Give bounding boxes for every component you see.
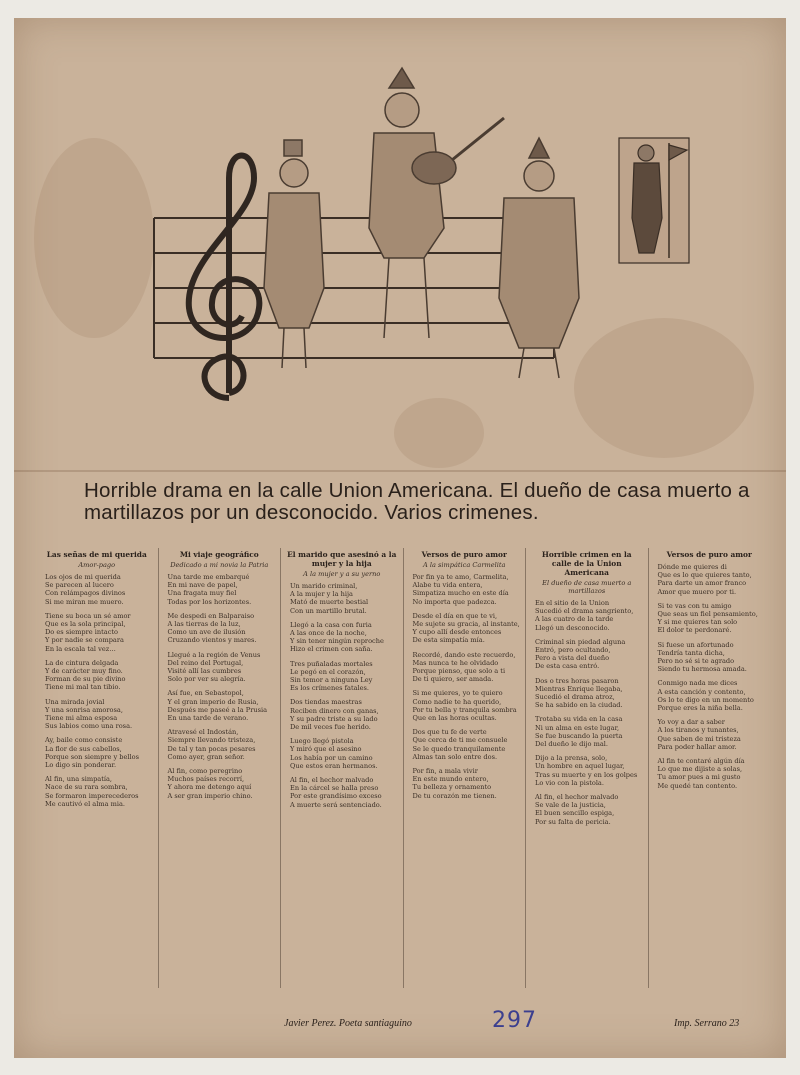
column-title: Versos de puro amor bbox=[666, 550, 752, 559]
verse-column bbox=[280, 548, 403, 988]
verse-stanza: Al fin te contaré algún día Lo que me dijiste a solas, Tu amor pues a mi gusto Me quedé tan contento. bbox=[657, 757, 745, 790]
verse-stanza: Dos tiendas maestras Reciben dinero con ganas, Y su padre triste a su lado De mil veces fue herido. bbox=[290, 698, 379, 732]
verse-stanza: Trotaba su vida en la casa Ni un alma en este lugar, Se fue buscando la puerta Del dueño le dijo mal. bbox=[535, 715, 623, 749]
verse-stanza: Yo voy a dar a saber A los tiranos y tunantes, Que saben de mi tristeza Para poder hallar amor. bbox=[657, 718, 741, 751]
handwritten-number: 297 bbox=[492, 1008, 537, 1033]
verse-column bbox=[648, 548, 771, 988]
verse-stanza: Al fin, el hechor malvado En la cárcel se halla preso Por este grandísimo exceso A muerte será sentenciado. bbox=[290, 776, 382, 809]
verse-stanza: Llegó a la casa con furia A las once de la noche, Y sin tener ningún reproche Hizo el crimen con saña. bbox=[290, 620, 384, 654]
verse-stanza: Al fin, como peregrino Muchos países recorrí, Y ahora me detengo aquí A ser gran imperio chino. bbox=[167, 767, 253, 800]
verse-stanza: Al fin, una simpatía, Nace de su rara sombra, Se formaron imperecederos Me cautivó el alma mia. bbox=[45, 775, 139, 808]
column-title: Versos de puro amor bbox=[421, 550, 507, 559]
verse-stanza: Luego llegó pistola Y miró que el asesino Los había por un camino Que estos eran hermanos. bbox=[290, 737, 378, 770]
verse-stanza: Atravesé el Indostán, Siempre llevando tristeza, De tal y tan pocas pesares Como ayer, gran señor. bbox=[167, 728, 256, 761]
verse-stanza: Me despedi en Balparaiso A las tierras de la luz, Como un ave de ilusión Cruzando vientos y mares. bbox=[167, 611, 257, 645]
column-subtitle: Dedicado a mi novia la Patria bbox=[170, 561, 269, 569]
verse-stanza: Por fin ya te amo, Carmelita, Alabe tu vida entera, Simpatiza mucho en este día No importa que padezca. bbox=[412, 573, 509, 606]
paper-fold-line bbox=[14, 470, 786, 472]
verse-column bbox=[36, 548, 158, 988]
verse-stanza: Una mirada jovial Y una sonrisa amorosa, Tiene mi alma esposa Sus labios como una rosa. bbox=[45, 697, 133, 731]
verse-stanza: Criminal sin piedad alguna Entró, pero ocultando, Pero a vista del dueño De esta casa entró. bbox=[535, 637, 626, 671]
broadsheet-paper bbox=[14, 18, 786, 1058]
verse-stanza: En el sitio de la Union Sucedió el drama sangriento, A las cuatro de la tarde Llegó un desconocido. bbox=[535, 599, 634, 632]
verse-column bbox=[403, 548, 526, 988]
verse-stanza: Tiene su boca un sé amor Que es la sola principal, Do es siempre intacto Y por nadie se compara En la escala tal vez… bbox=[45, 611, 131, 653]
printer-credit: Imp. Serrano 23 bbox=[674, 1018, 740, 1029]
music-staff-illustration bbox=[134, 48, 694, 428]
verse-stanza: Los ojos de mi querida Se parecen al lucero Con relámpagos divinos Si me miran me muero. bbox=[45, 573, 126, 606]
verse-stanza: Una tarde me embarqué En mi nave de papel, Una fragata muy fiel Todas por los horizontes. bbox=[167, 573, 252, 606]
column-title: Mi viaje geográfico bbox=[179, 550, 259, 559]
verse-column bbox=[525, 548, 648, 988]
column-subtitle: A la mujer y a su yerno bbox=[303, 570, 381, 578]
verse-stanza: Dos o tres horas pasaron Mientras Enrique llegaba, Sucedió el drama atroz, Se ha sabido en la ciudad. bbox=[535, 676, 623, 710]
soldier-with-flag-vignette bbox=[619, 138, 689, 263]
verse-stanza: Así fue, en Sebastopol, Y el gran imperio de Rusia, Después me paseé a la Prusia En una tarde de verano. bbox=[167, 689, 268, 723]
column-title: El marido que asesinó a la mujer y la hija bbox=[287, 550, 397, 568]
clown-guitar-player bbox=[369, 68, 504, 338]
verse-stanza: Desde el día en que te vi, Me sujete su gracia, al instante, Y cupo allí desde entonces De esta simpatía mía. bbox=[412, 611, 520, 645]
headline: Horrible drama en la calle Union Americana. El dueño de casa muerto a martillazos por un desconocido. Varios crimenes. bbox=[84, 479, 750, 524]
verse-stanza: Si te vas con tu amigo Que seas un fiel pensamiento, Y si me quieres tan solo El dolor te perdonaré. bbox=[657, 601, 758, 635]
verse-stanza: Ay, baile como consiste La flor de sus cabellos, Porque son siempre y bellos Lo digo sin ponderar. bbox=[45, 736, 139, 770]
column-subtitle: A la simpática Carmelita bbox=[423, 561, 506, 569]
verse-column bbox=[158, 548, 281, 988]
verse-stanza: Llegué a la región de Venus Del reino del Portugal, Visité allí las cumbres Solo por ver su alegría. bbox=[167, 650, 261, 684]
treble-clef-icon bbox=[189, 156, 260, 399]
verse-stanza: Dijo a la prensa, solo, Un hombre en aquel lugar, Tras su muerte y en los golpes Lo vio con la pistola. bbox=[535, 754, 638, 787]
verse-stanza: Dos que tu fe de verte Que cerca de ti me consuele Se le quedo tranquilamente Almas tan solo entre dos. bbox=[412, 728, 508, 761]
verse-stanza: Si me quieres, yo te quiero Como nadie te ha querido, Por tu bella y tranquila sombra Que en las horas ocultas. bbox=[412, 689, 517, 723]
author-credit: Javier Perez. Poeta santiaguino bbox=[284, 1018, 412, 1029]
clown-figure-right bbox=[499, 138, 579, 378]
column-title: Horrible crimen en la calle de la Union Americana bbox=[541, 550, 632, 577]
clown-figure-left bbox=[264, 140, 324, 368]
verse-stanza: Un marido criminal, A la mujer y la hija Mató de muerte bestial Con un martillo brutal. bbox=[290, 582, 369, 615]
verse-stanza: Al fin, el hechor malvado Se vale de la justicia, El buen sencillo espiga, Por su falta de pericia. bbox=[535, 793, 619, 826]
verse-stanza: Por fin, a mala vivir En este mundo entero, Tu belleza y ornamento De tu corazón me tienen. bbox=[412, 767, 497, 800]
verse-stanza: Recordé, dando este recuerdo, Mas nunca te he olvidado Porque pienso, que solo a ti De ti quiero, ser amada. bbox=[412, 650, 516, 684]
verse-columns bbox=[36, 548, 770, 988]
verse-stanza: Tres puñaladas mortales Le pegó en el corazón, Sin temor a ninguna Ley Es los crímenes fatales. bbox=[290, 659, 373, 693]
verse-stanza: Conmigo nada me dices A esta canción y contento, Os lo te digo en un momento Porque eres la niña bella. bbox=[657, 679, 754, 713]
column-title: Las señas de mi querida bbox=[46, 550, 147, 559]
verse-stanza: Si fuese un afortunado Tendría tanta dicha, Pero no sé si te agrado Siendo tu hermosa amada. bbox=[657, 640, 747, 674]
verse-stanza: Dónde me quieres di Que es lo que quieres tanto, Para darte un amor franco Amor que muero por ti. bbox=[657, 563, 752, 596]
column-subtitle: El dueño de casa muerto a martillazos bbox=[542, 579, 632, 595]
column-subtitle: Amor-pago bbox=[78, 561, 116, 569]
verse-stanza: La de cintura delgada Y de carácter muy fino. Forman de su pie divino Tiene mi mal tan tibio. bbox=[45, 658, 126, 692]
